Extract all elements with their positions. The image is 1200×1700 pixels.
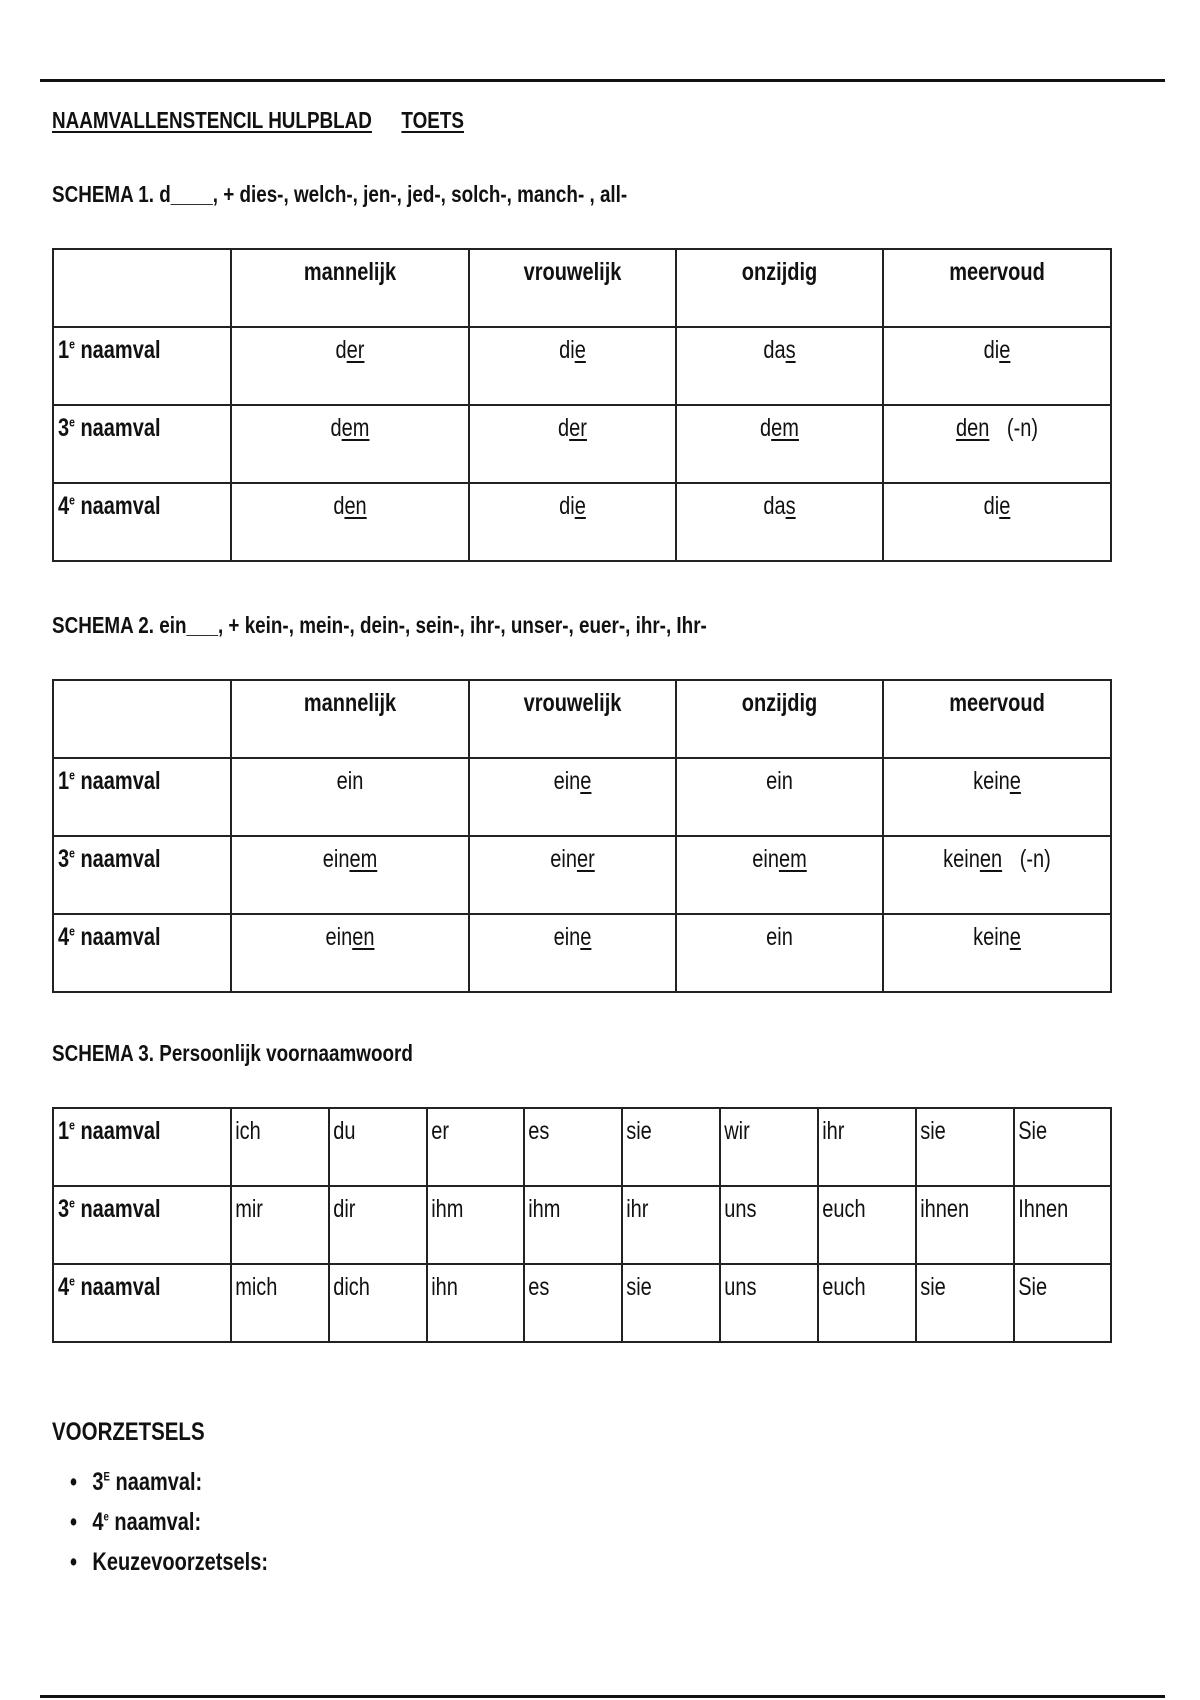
header-text: onzijdig <box>741 689 818 717</box>
case-label: naamval <box>74 767 161 795</box>
pronoun-cell <box>720 1186 818 1264</box>
pronoun: ihr <box>626 1195 649 1223</box>
article-stem: d <box>335 336 347 364</box>
row-label-cell <box>53 483 231 561</box>
article-form <box>698 837 862 874</box>
article-form <box>907 484 1088 521</box>
article-form <box>491 328 655 365</box>
item-label: naamval: <box>109 1468 203 1496</box>
case-number: 1 <box>58 1117 70 1145</box>
pronoun-cell <box>622 1264 720 1342</box>
table-cell <box>883 758 1111 836</box>
table-cell <box>676 914 883 992</box>
case-ordinal-suffix: E <box>103 1469 110 1484</box>
article-ending: em <box>771 414 799 442</box>
table-row <box>53 758 1111 836</box>
article-form <box>907 915 1088 952</box>
row-label <box>54 484 195 521</box>
header-text: onzijdig <box>741 258 818 286</box>
schema1-table <box>52 248 1112 562</box>
case-ordinal-suffix: e <box>69 1273 75 1289</box>
table-cell <box>469 914 676 992</box>
table-cell <box>231 836 469 914</box>
article-stem: ein <box>766 767 793 795</box>
article-stem: d <box>333 492 345 520</box>
plural-n-note: (-n) <box>1019 845 1051 873</box>
row-label-cell <box>53 1264 231 1342</box>
pronoun-cell <box>329 1186 427 1264</box>
table-cell <box>676 758 883 836</box>
table-row <box>53 1186 1111 1264</box>
case-number: 4 <box>58 923 70 951</box>
pronoun: mir <box>235 1195 263 1223</box>
article-ending: s <box>785 336 796 364</box>
row-label-cell <box>53 1186 231 1264</box>
header-row <box>53 249 1111 327</box>
case-number: 3 <box>92 1468 104 1496</box>
pronoun-cell <box>1014 1264 1111 1342</box>
pronoun-cell <box>524 1186 622 1264</box>
article-ending: e <box>574 336 586 364</box>
article-form <box>491 915 655 952</box>
header-cell <box>469 249 676 327</box>
case-label: naamval <box>74 845 161 873</box>
table-row <box>53 836 1111 914</box>
header-cell <box>883 680 1111 758</box>
pronoun: euch <box>822 1273 866 1301</box>
article-stem: d <box>760 414 772 442</box>
row-label <box>54 1109 195 1146</box>
article-stem: ein <box>550 845 577 873</box>
article-stem: ein <box>553 923 581 951</box>
header-text: vrouwelijk <box>523 258 622 286</box>
header-cell <box>53 249 231 327</box>
pronoun: er <box>431 1117 449 1145</box>
article-form <box>256 406 445 443</box>
pronoun: es <box>528 1273 550 1301</box>
row-label <box>54 837 195 874</box>
header-cell <box>469 680 676 758</box>
article-form <box>491 837 655 874</box>
bottom-rule <box>40 1695 1165 1698</box>
row-label-cell <box>53 1108 231 1186</box>
pronoun: sie <box>626 1117 652 1145</box>
case-label: naamval <box>74 414 161 442</box>
article-ending: em <box>341 414 370 442</box>
case-ordinal-suffix: e <box>69 1195 75 1211</box>
article-stem: ein <box>752 845 779 873</box>
article-ending: e <box>999 492 1011 520</box>
article-ending: en <box>979 845 1003 873</box>
table-row <box>53 914 1111 992</box>
top-rule <box>40 79 1165 82</box>
article-form <box>256 915 445 952</box>
case-number: 3 <box>58 414 70 442</box>
article-stem: ein <box>325 923 353 951</box>
pronoun: uns <box>724 1195 757 1223</box>
header-text <box>72 250 213 258</box>
article-ending: e <box>1009 923 1021 951</box>
schema3-table <box>52 1107 1112 1343</box>
schema3-title: SCHEMA 3. Persoonlijk voornaamwoord <box>52 1040 413 1066</box>
article-ending: em <box>349 845 378 873</box>
pronoun-cell <box>818 1264 916 1342</box>
table-cell <box>231 758 469 836</box>
voorzetsels-title: VOORZETSELS <box>52 1418 205 1446</box>
row-label <box>54 1187 195 1224</box>
pronoun: Sie <box>1018 1117 1048 1145</box>
case-ordinal-suffix: e <box>69 923 75 939</box>
article-stem: ein <box>553 767 581 795</box>
schema2-table <box>52 679 1112 993</box>
row-label <box>54 915 195 952</box>
row-label-cell <box>53 836 231 914</box>
article-stem: kein <box>943 845 980 873</box>
table-cell <box>676 327 883 405</box>
article-stem: ein <box>766 923 793 951</box>
case-ordinal-suffix: e <box>69 414 75 430</box>
article-ending: en <box>344 492 367 520</box>
table-cell <box>231 405 469 483</box>
case-label: naamval <box>74 1117 161 1145</box>
article-ending: e <box>574 492 586 520</box>
pronoun-cell <box>622 1186 720 1264</box>
article-stem: di <box>559 492 575 520</box>
article-ending: er <box>569 414 587 442</box>
table-cell <box>883 327 1111 405</box>
header-text: mannelijk <box>303 258 397 286</box>
header-cell <box>231 249 469 327</box>
pronoun-cell <box>231 1186 329 1264</box>
article-stem: da <box>763 492 786 520</box>
table-row <box>53 405 1111 483</box>
article-form <box>491 406 655 443</box>
header-text: meervoud <box>949 689 1045 717</box>
schema2-title: SCHEMA 2. ein___, + kein-, mein-, dein-, sein-, ihr-, unser-, euer-, ihr-, Ihr- <box>52 612 707 638</box>
case-number: 3 <box>58 1195 70 1223</box>
table-cell <box>469 483 676 561</box>
article-form <box>256 328 445 365</box>
table-cell <box>883 405 1111 483</box>
pronoun: ihr <box>822 1117 845 1145</box>
pronoun-cell <box>231 1108 329 1186</box>
bullet-icon: • <box>70 1468 78 1496</box>
table-cell <box>231 483 469 561</box>
pronoun-cell <box>329 1108 427 1186</box>
article-ending: e <box>1009 767 1021 795</box>
article-stem: d <box>558 414 570 442</box>
pronoun-cell <box>916 1186 1014 1264</box>
table-cell <box>676 836 883 914</box>
article-form <box>491 759 655 796</box>
article-form <box>698 915 862 952</box>
header-row <box>53 680 1111 758</box>
list-item <box>70 1508 268 1548</box>
pronoun: sie <box>626 1273 652 1301</box>
row-label-cell <box>53 758 231 836</box>
article-stem: di <box>983 492 1000 520</box>
article-form <box>698 484 862 521</box>
pronoun: es <box>528 1117 550 1145</box>
case-ordinal-suffix: e <box>103 1509 109 1524</box>
pronoun-cell <box>329 1264 427 1342</box>
bullet-icon: • <box>70 1548 78 1576</box>
case-ordinal-suffix: e <box>69 492 75 508</box>
article-form <box>698 759 862 796</box>
table-cell <box>676 483 883 561</box>
pronoun: mich <box>235 1273 278 1301</box>
case-number: 1 <box>58 767 70 795</box>
case-number: 4 <box>58 1273 70 1301</box>
article-stem: kein <box>973 923 1010 951</box>
article-ending: e <box>580 767 592 795</box>
article-stem: d <box>330 414 342 442</box>
pronoun-cell <box>916 1264 1014 1342</box>
pronoun: sie <box>920 1273 946 1301</box>
header-cell <box>53 680 231 758</box>
case-ordinal-suffix: e <box>69 767 75 783</box>
bullet-icon: • <box>70 1508 78 1536</box>
pronoun: ihn <box>431 1273 458 1301</box>
header-cell <box>883 249 1111 327</box>
pronoun: wir <box>724 1117 750 1145</box>
table-cell <box>469 758 676 836</box>
pronoun: ihm <box>431 1195 464 1223</box>
article-ending: e <box>580 923 592 951</box>
header-text: vrouwelijk <box>523 689 622 717</box>
pronoun-cell <box>524 1108 622 1186</box>
row-label <box>54 328 195 365</box>
header-cell <box>676 249 883 327</box>
case-label: naamval <box>74 1195 161 1223</box>
list-item <box>70 1548 268 1588</box>
pronoun-cell <box>622 1108 720 1186</box>
table-cell <box>469 327 676 405</box>
article-ending: er <box>576 845 595 873</box>
table-cell <box>231 327 469 405</box>
pronoun-cell <box>427 1186 524 1264</box>
article-form <box>256 759 445 796</box>
pronoun: ich <box>235 1117 261 1145</box>
header-text: meervoud <box>949 258 1045 286</box>
item-label: naamval: <box>108 1508 202 1536</box>
article-form <box>907 406 1088 443</box>
article-form <box>491 484 655 521</box>
article-stem: kein <box>973 767 1010 795</box>
article-ending: e <box>999 336 1011 364</box>
header-text: mannelijk <box>303 689 397 717</box>
row-label-cell <box>53 405 231 483</box>
schema1-title: SCHEMA 1. d____, + dies-, welch-, jen-, jed-, solch-, manch- , all- <box>52 181 628 207</box>
table-cell <box>883 483 1111 561</box>
plural-n-note: (-n) <box>1006 414 1039 442</box>
pronoun: sie <box>920 1117 946 1145</box>
case-number: 4 <box>58 492 70 520</box>
pronoun: ihnen <box>920 1195 970 1223</box>
case-number: 1 <box>58 336 70 364</box>
article-stem: ein <box>336 767 364 795</box>
article-form <box>698 406 862 443</box>
article-ending: s <box>785 492 796 520</box>
item-label: Keuzevoorzetsels: <box>92 1548 269 1576</box>
pronoun: du <box>333 1117 356 1145</box>
table-cell <box>469 836 676 914</box>
toets-label: TOETS <box>401 107 464 133</box>
case-ordinal-suffix: e <box>69 336 75 352</box>
case-ordinal-suffix: e <box>69 845 75 861</box>
case-label: naamval <box>74 492 161 520</box>
article-form <box>907 837 1088 874</box>
table-row <box>53 1108 1111 1186</box>
pronoun: ihm <box>528 1195 561 1223</box>
pronoun: Ihnen <box>1018 1195 1069 1223</box>
table-cell <box>469 405 676 483</box>
pronoun-cell <box>916 1108 1014 1186</box>
pronoun-cell <box>720 1264 818 1342</box>
row-label-cell <box>53 327 231 405</box>
article-form <box>698 328 862 365</box>
pronoun-cell <box>1014 1186 1111 1264</box>
article-stem: ein <box>322 845 350 873</box>
pronoun-cell <box>1014 1108 1111 1186</box>
pronoun: euch <box>822 1195 866 1223</box>
case-number: 4 <box>92 1508 104 1536</box>
table-cell <box>231 914 469 992</box>
table-row <box>53 327 1111 405</box>
table-row <box>53 1264 1111 1342</box>
document-title <box>52 107 464 134</box>
table-cell <box>883 836 1111 914</box>
table-row <box>53 483 1111 561</box>
article-ending: en <box>352 923 375 951</box>
row-label <box>54 1265 195 1302</box>
voorzetsels-list <box>70 1468 318 1588</box>
article-stem: da <box>763 336 786 364</box>
table-cell <box>883 914 1111 992</box>
header-cell <box>676 680 883 758</box>
title-text: NAAMVALLENSTENCIL HULPBLAD <box>52 107 372 133</box>
article-ending: em <box>778 845 807 873</box>
pronoun: dich <box>333 1273 370 1301</box>
pronoun-cell <box>231 1264 329 1342</box>
pronoun: dir <box>333 1195 356 1223</box>
article-ending: den <box>955 414 990 442</box>
header-text <box>72 681 213 689</box>
pronoun-cell <box>818 1186 916 1264</box>
case-label: naamval <box>74 923 161 951</box>
pronoun-cell <box>427 1108 524 1186</box>
list-item <box>70 1468 268 1508</box>
pronoun-cell <box>720 1108 818 1186</box>
pronoun: Sie <box>1018 1273 1048 1301</box>
case-number: 3 <box>58 845 70 873</box>
header-cell <box>231 680 469 758</box>
row-label-cell <box>53 914 231 992</box>
article-form <box>907 328 1088 365</box>
pronoun-cell <box>818 1108 916 1186</box>
case-label: naamval <box>74 336 161 364</box>
case-label: naamval <box>74 1273 161 1301</box>
pronoun-cell <box>524 1264 622 1342</box>
row-label <box>54 759 195 796</box>
article-stem: di <box>559 336 575 364</box>
table-cell <box>676 405 883 483</box>
case-ordinal-suffix: e <box>69 1117 75 1133</box>
pronoun-cell <box>427 1264 524 1342</box>
article-ending: er <box>346 336 365 364</box>
article-form <box>907 759 1088 796</box>
article-form <box>256 837 445 874</box>
article-form <box>256 484 445 521</box>
article-stem: di <box>983 336 1000 364</box>
row-label <box>54 406 195 443</box>
pronoun: uns <box>724 1273 757 1301</box>
